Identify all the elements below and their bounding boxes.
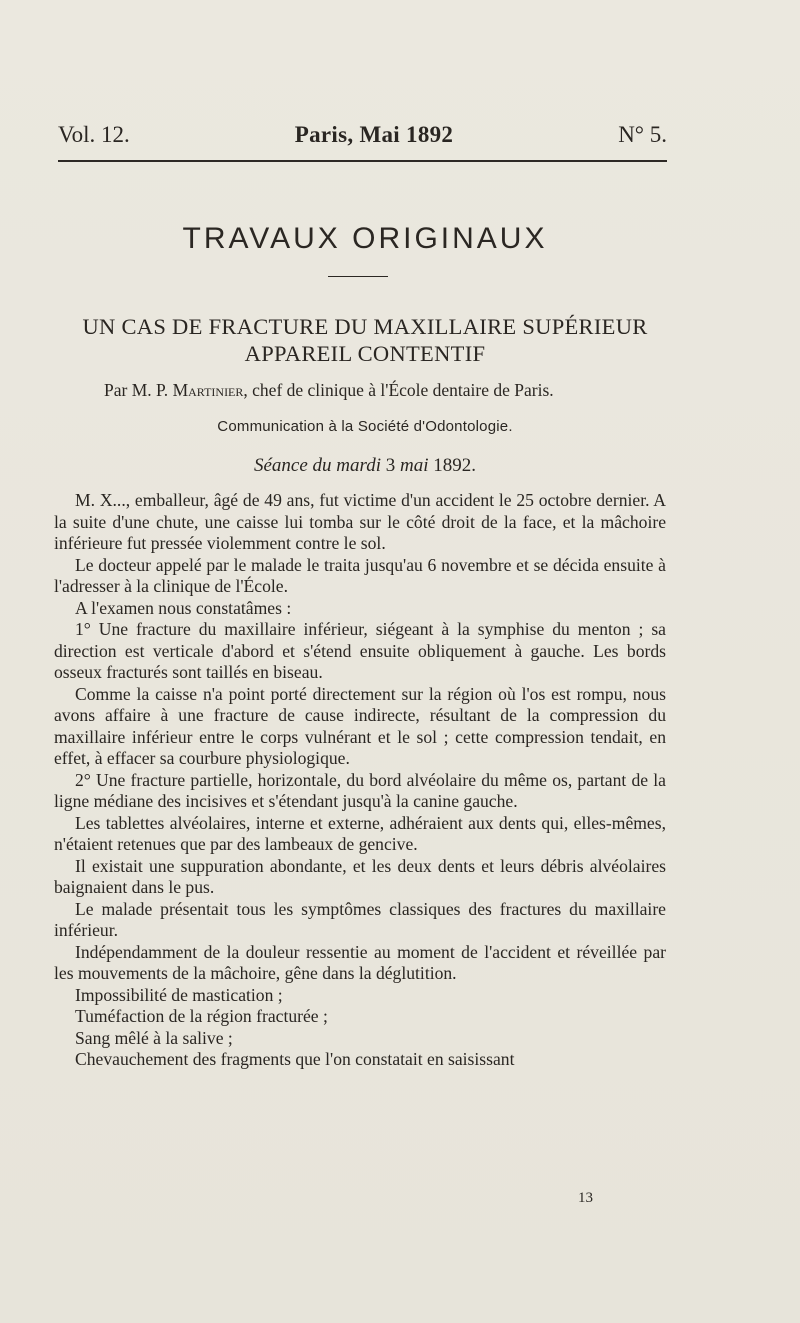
article-body	[54, 490, 666, 1071]
session-day: 3	[381, 455, 400, 476]
session-label: Séance du mardi	[254, 455, 381, 476]
paragraph: Les tablettes alvéolaires, interne et externe, adhéraient aux dents qui, elles-mêmes, n'étaient retenues que par des lambeaux de gencive.	[54, 812, 666, 854]
byline-prefix: Par M. P.	[104, 380, 173, 400]
article-title-line-1: UN CAS DE FRACTURE DU MAXILLAIRE SUPÉRIEUR	[82, 314, 648, 339]
volume-label: Vol. 12.	[58, 122, 130, 147]
paragraph: Impossibilité de mastication ;	[75, 984, 283, 1005]
issue-number: N° 5.	[618, 122, 667, 147]
communication-note: Communication à la Société d'Odontologie.	[217, 418, 513, 435]
paragraph: Le docteur appelé par le malade le traita jusqu'au 6 novembre et se décida ensuite à l'adresser à la clinique de l'École.	[54, 554, 666, 596]
paragraph: Comme la caisse n'a point porté directement sur la région où l'os est rompu, nous avons affaire à une fracture de cause indirecte, résultant de la compression du maxillaire inférieur entre le corps vulnérant et le sol ; cette compression tendait, en effet, à effacer sa courbure physiologique.	[54, 683, 666, 768]
page-number: 13	[578, 1190, 593, 1206]
section-title: TRAVAUX ORIGINAUX	[182, 222, 548, 255]
paragraph: Sang mêlé à la salive ;	[75, 1027, 233, 1048]
running-header	[58, 122, 667, 148]
session-year: 1892.	[428, 455, 476, 476]
paragraph: Chevauchement des fragments que l'on constatait en saisissant	[75, 1049, 515, 1069]
author-name: Martinier	[172, 380, 244, 400]
session-date	[0, 455, 730, 477]
section-divider	[328, 276, 388, 277]
paragraph: 1° Une fracture du maxillaire inférieur, siégeant à la symphise du menton ; sa direction est verticale d'abord et s'étend ensuite obliquement à gauche. Les bords osseux fracturés sont taillés en biseau.	[54, 619, 666, 682]
paragraph: Il existait une suppuration abondante, et les deux dents et leurs débris alvéolaires baignaient dans le pus.	[54, 855, 666, 897]
paragraph: 2° Une fracture partielle, horizontale, du bord alvéolaire du même os, partant de la ligne médiane des incisives et s'étendant jusqu'à la canine gauche.	[54, 769, 666, 811]
article-title-line-2: APPAREIL CONTENTIF	[244, 341, 486, 366]
paragraph: Le malade présentait tous les symptômes classiques des fractures du maxillaire inférieur.	[54, 898, 666, 940]
paragraph: A l'examen nous constatâmes :	[75, 597, 292, 618]
author-affiliation: , chef de clinique à l'École dentaire de Paris.	[243, 380, 554, 400]
article-title	[40, 313, 690, 367]
header-rule	[58, 160, 667, 162]
session-month: mai	[400, 455, 429, 476]
paragraph: Indépendamment de la douleur ressentie au moment de l'accident et réveillée par les mouvements de la mâchoire, gêne dans la déglutition.	[54, 941, 666, 983]
issue-date: Paris, Mai 1892	[294, 122, 454, 147]
paragraph: M. X..., emballeur, âgé de 49 ans, fut victime d'un accident le 25 octobre dernier. A la suite d'une chute, une caisse lui tomba sur le côté droit de la face, et la mâchoire inférieure fut pressée violemment contre le sol.	[54, 490, 666, 553]
author-byline	[104, 380, 554, 401]
paragraph: Tuméfaction de la région fracturée ;	[75, 1006, 328, 1026]
